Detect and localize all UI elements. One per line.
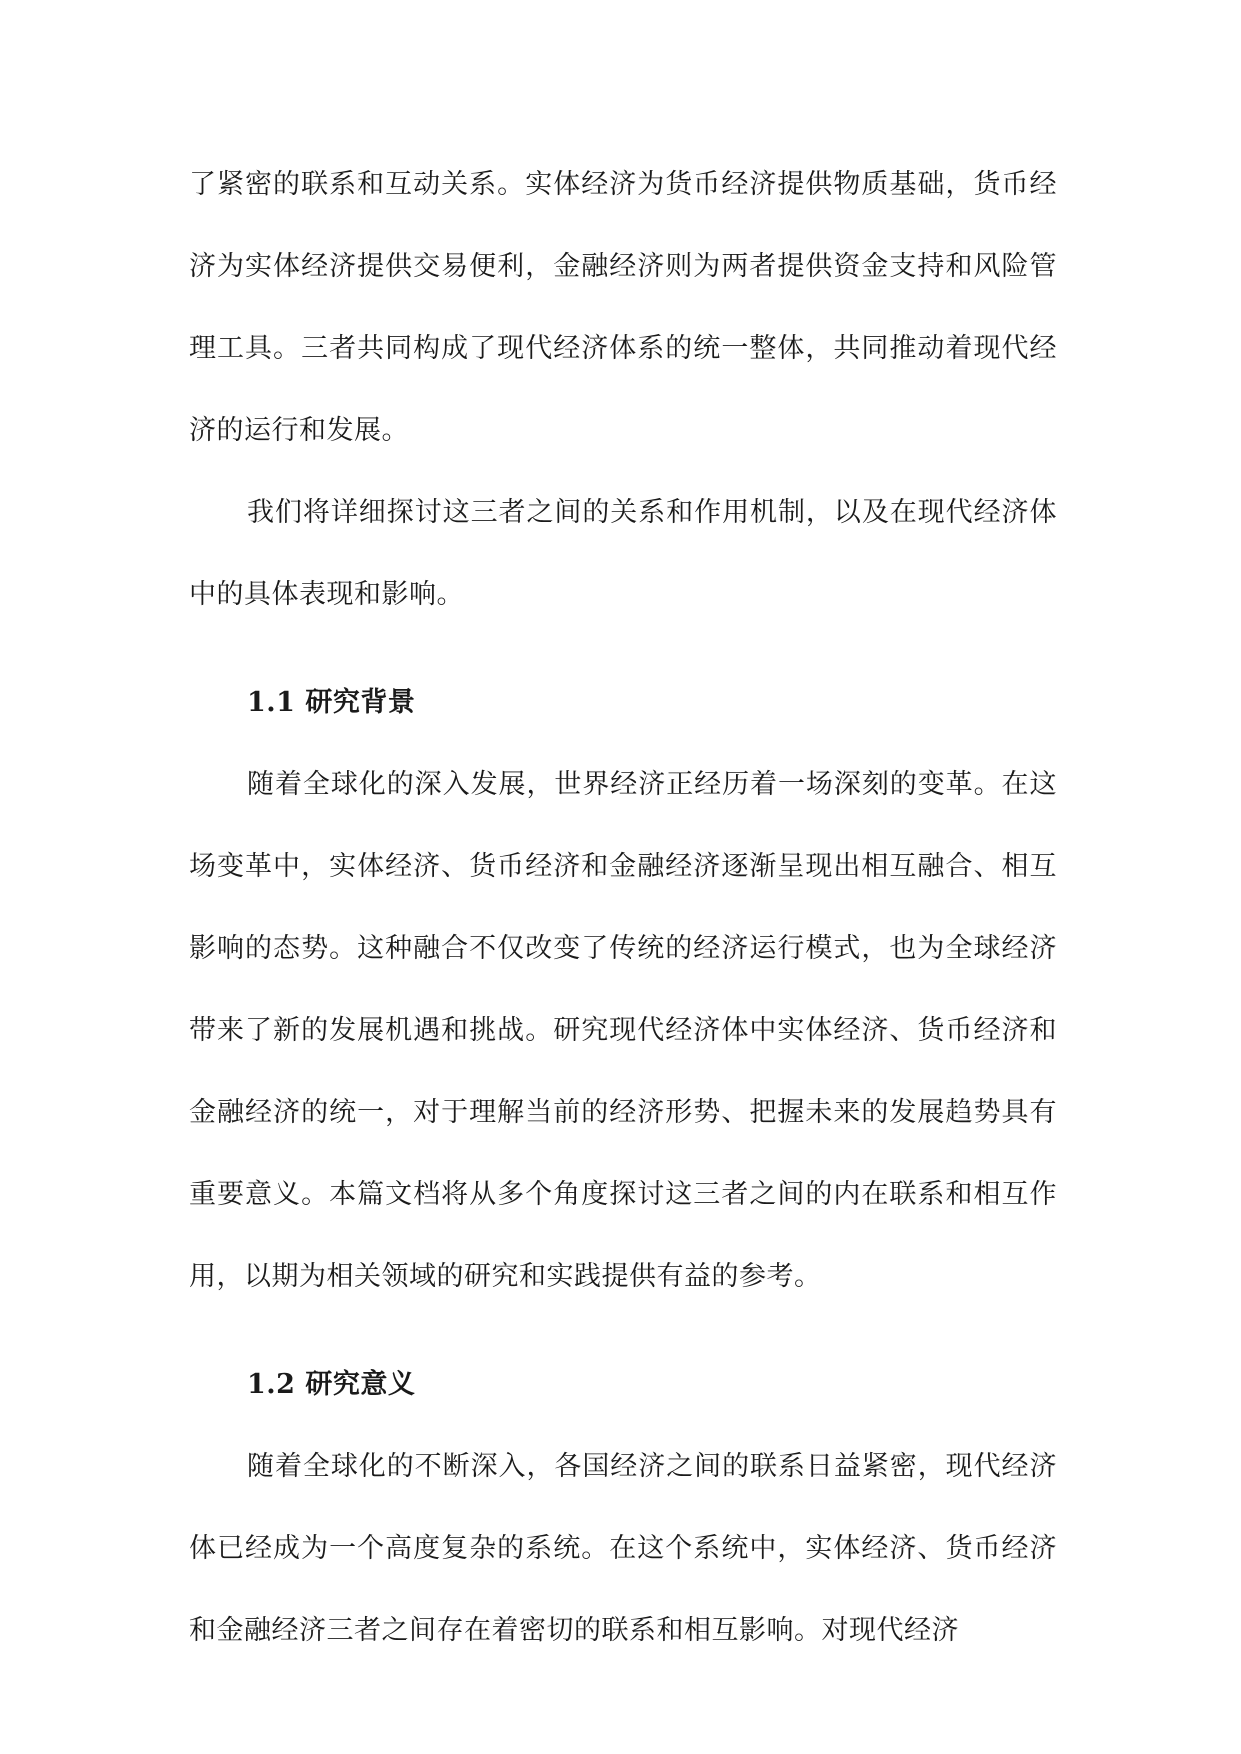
body-paragraph-research-background: 随着全球化的深入发展，世界经济正经历着一场深刻的变革。在这场变革中，实体经济、货币经济和金融经济逐渐呈现出相互融合、相互影响的态势。这种融合不仅改变了传统的经济运行模式，也为全球经济带来了新的发展机遇和挑战。研究现代经济体中实体经济、货币经济和金融经济的统一，对于理解当前的经济形势、把握未来的发展趋势具有重要意义。本篇文档将从多个角度探讨这三者之间的内在联系和相互作用，以期为相关领域的研究和实践提供有益的参考。	[189, 769, 1057, 1292]
section-heading-research-significance: 1.2 研究意义	[247, 1369, 416, 1400]
section-heading-research-background: 1.1 研究背景	[247, 687, 416, 718]
body-paragraph-research-significance: 随着全球化的不断深入，各国经济之间的联系日益紧密，现代经济体已经成为一个高度复杂的系统。在这个系统中，实体经济、货币经济和金融经济三者之间存在着密切的联系和相互影响。对现代经济	[189, 1451, 1057, 1646]
body-paragraph-overview: 我们将详细探讨这三者之间的关系和作用机制，以及在现代经济体中的具体表现和影响。	[189, 497, 1057, 610]
document-body	[189, 144, 1057, 1672]
body-paragraph-continued: 了紧密的联系和互动关系。实体经济为货币经济提供物质基础，货币经济为实体经济提供交易便利，金融经济则为两者提供资金支持和风险管理工具。三者共同构成了现代经济体系的统一整体，共同推动着现代经济的运行和发展。	[189, 169, 1057, 446]
